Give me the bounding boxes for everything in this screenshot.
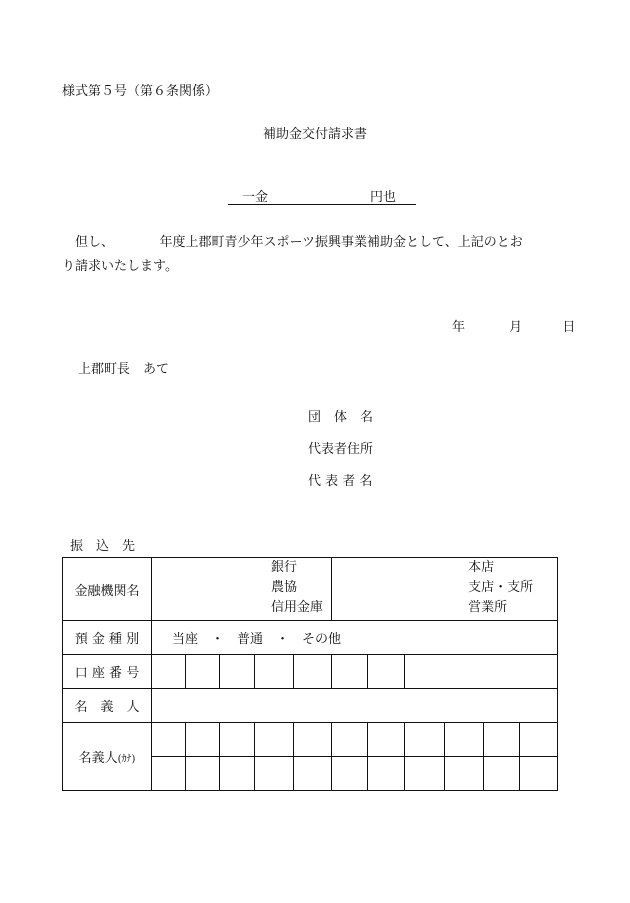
holder-label: 名 義 人 <box>63 689 152 723</box>
branch-main: 本店 <box>468 560 495 575</box>
document-title: 補助金交付請求書 <box>262 127 367 142</box>
kana-cell <box>255 723 294 757</box>
kana-cell <box>255 757 294 791</box>
type-credit-union: 信用金庫 <box>271 600 324 615</box>
date-line <box>452 316 575 335</box>
holder-row <box>63 689 558 723</box>
kana-cell <box>152 723 186 757</box>
amount-prefix: 一金 <box>242 190 269 205</box>
kana-cell <box>445 757 484 791</box>
branch-sub: 支店・支所 <box>468 580 534 595</box>
holder-kana-row <box>63 723 558 757</box>
date-year: 年 <box>452 320 466 335</box>
institution-row <box>63 558 558 621</box>
kana-cell <box>520 723 558 757</box>
addressee: 上郡町長 あて <box>78 362 170 377</box>
date-month: 月 <box>509 320 523 335</box>
kana-cell <box>294 723 332 757</box>
account-type-row <box>63 621 558 655</box>
institution-label: 金融機関名 <box>63 558 152 621</box>
kana-cell <box>332 723 368 757</box>
kana-cell <box>368 757 405 791</box>
kana-cell <box>332 757 368 791</box>
org-name-label: 団 体 名 <box>308 410 374 425</box>
bank-transfer-table <box>62 557 558 791</box>
kana-cell <box>220 757 255 791</box>
kana-cell <box>220 723 255 757</box>
holder-kana-label: 名義人(ｶﾅ) <box>63 723 152 791</box>
request-body <box>62 231 550 279</box>
rep-address-label: 代表者住所 <box>308 442 374 457</box>
account-digit-cell <box>152 655 186 689</box>
kana-cell <box>294 757 332 791</box>
form-number: 様式第５号（第６条関係） <box>62 84 219 99</box>
kana-cell <box>484 757 520 791</box>
branch-office: 営業所 <box>468 600 508 615</box>
account-type-options: 当座 ・ 普通 ・ その他 <box>152 621 558 655</box>
account-number-blank <box>405 655 558 689</box>
body-line-1: 但し、 年度上郡町青少年スポーツ振興事業補助金として、上記のとお <box>75 235 523 250</box>
branch-name-cell <box>332 558 558 621</box>
institution-name-cell <box>152 558 332 621</box>
account-digit-cell <box>294 655 332 689</box>
account-digit-cell <box>332 655 368 689</box>
rep-name-label: 代 表 者 名 <box>308 474 373 489</box>
kana-cell <box>405 757 445 791</box>
body-line-2: り請求いたします。 <box>62 259 178 274</box>
kana-cell <box>484 723 520 757</box>
account-digit-cell <box>368 655 405 689</box>
kana-cell <box>405 723 445 757</box>
kana-cell <box>152 757 186 791</box>
amount-line <box>228 186 416 205</box>
kana-cell <box>368 723 405 757</box>
kana-cell <box>186 757 220 791</box>
holder-name-cell <box>152 689 558 723</box>
amount-suffix: 円也 <box>370 190 397 205</box>
institution-types <box>271 558 323 618</box>
transfer-heading: 振 込 先 <box>70 539 136 554</box>
type-bank: 銀行 <box>271 560 298 575</box>
kana-cell <box>445 723 484 757</box>
account-number-row <box>63 655 558 689</box>
date-day: 日 <box>562 320 576 335</box>
account-type-label: 預 金 種 別 <box>63 621 152 655</box>
account-digit-cell <box>186 655 220 689</box>
branch-types <box>468 558 533 618</box>
account-digit-cell <box>220 655 255 689</box>
kana-cell <box>186 723 220 757</box>
type-agri-coop: 農協 <box>271 580 298 595</box>
account-number-label: 口 座 番 号 <box>63 655 152 689</box>
kana-cell <box>520 757 558 791</box>
account-digit-cell <box>255 655 294 689</box>
